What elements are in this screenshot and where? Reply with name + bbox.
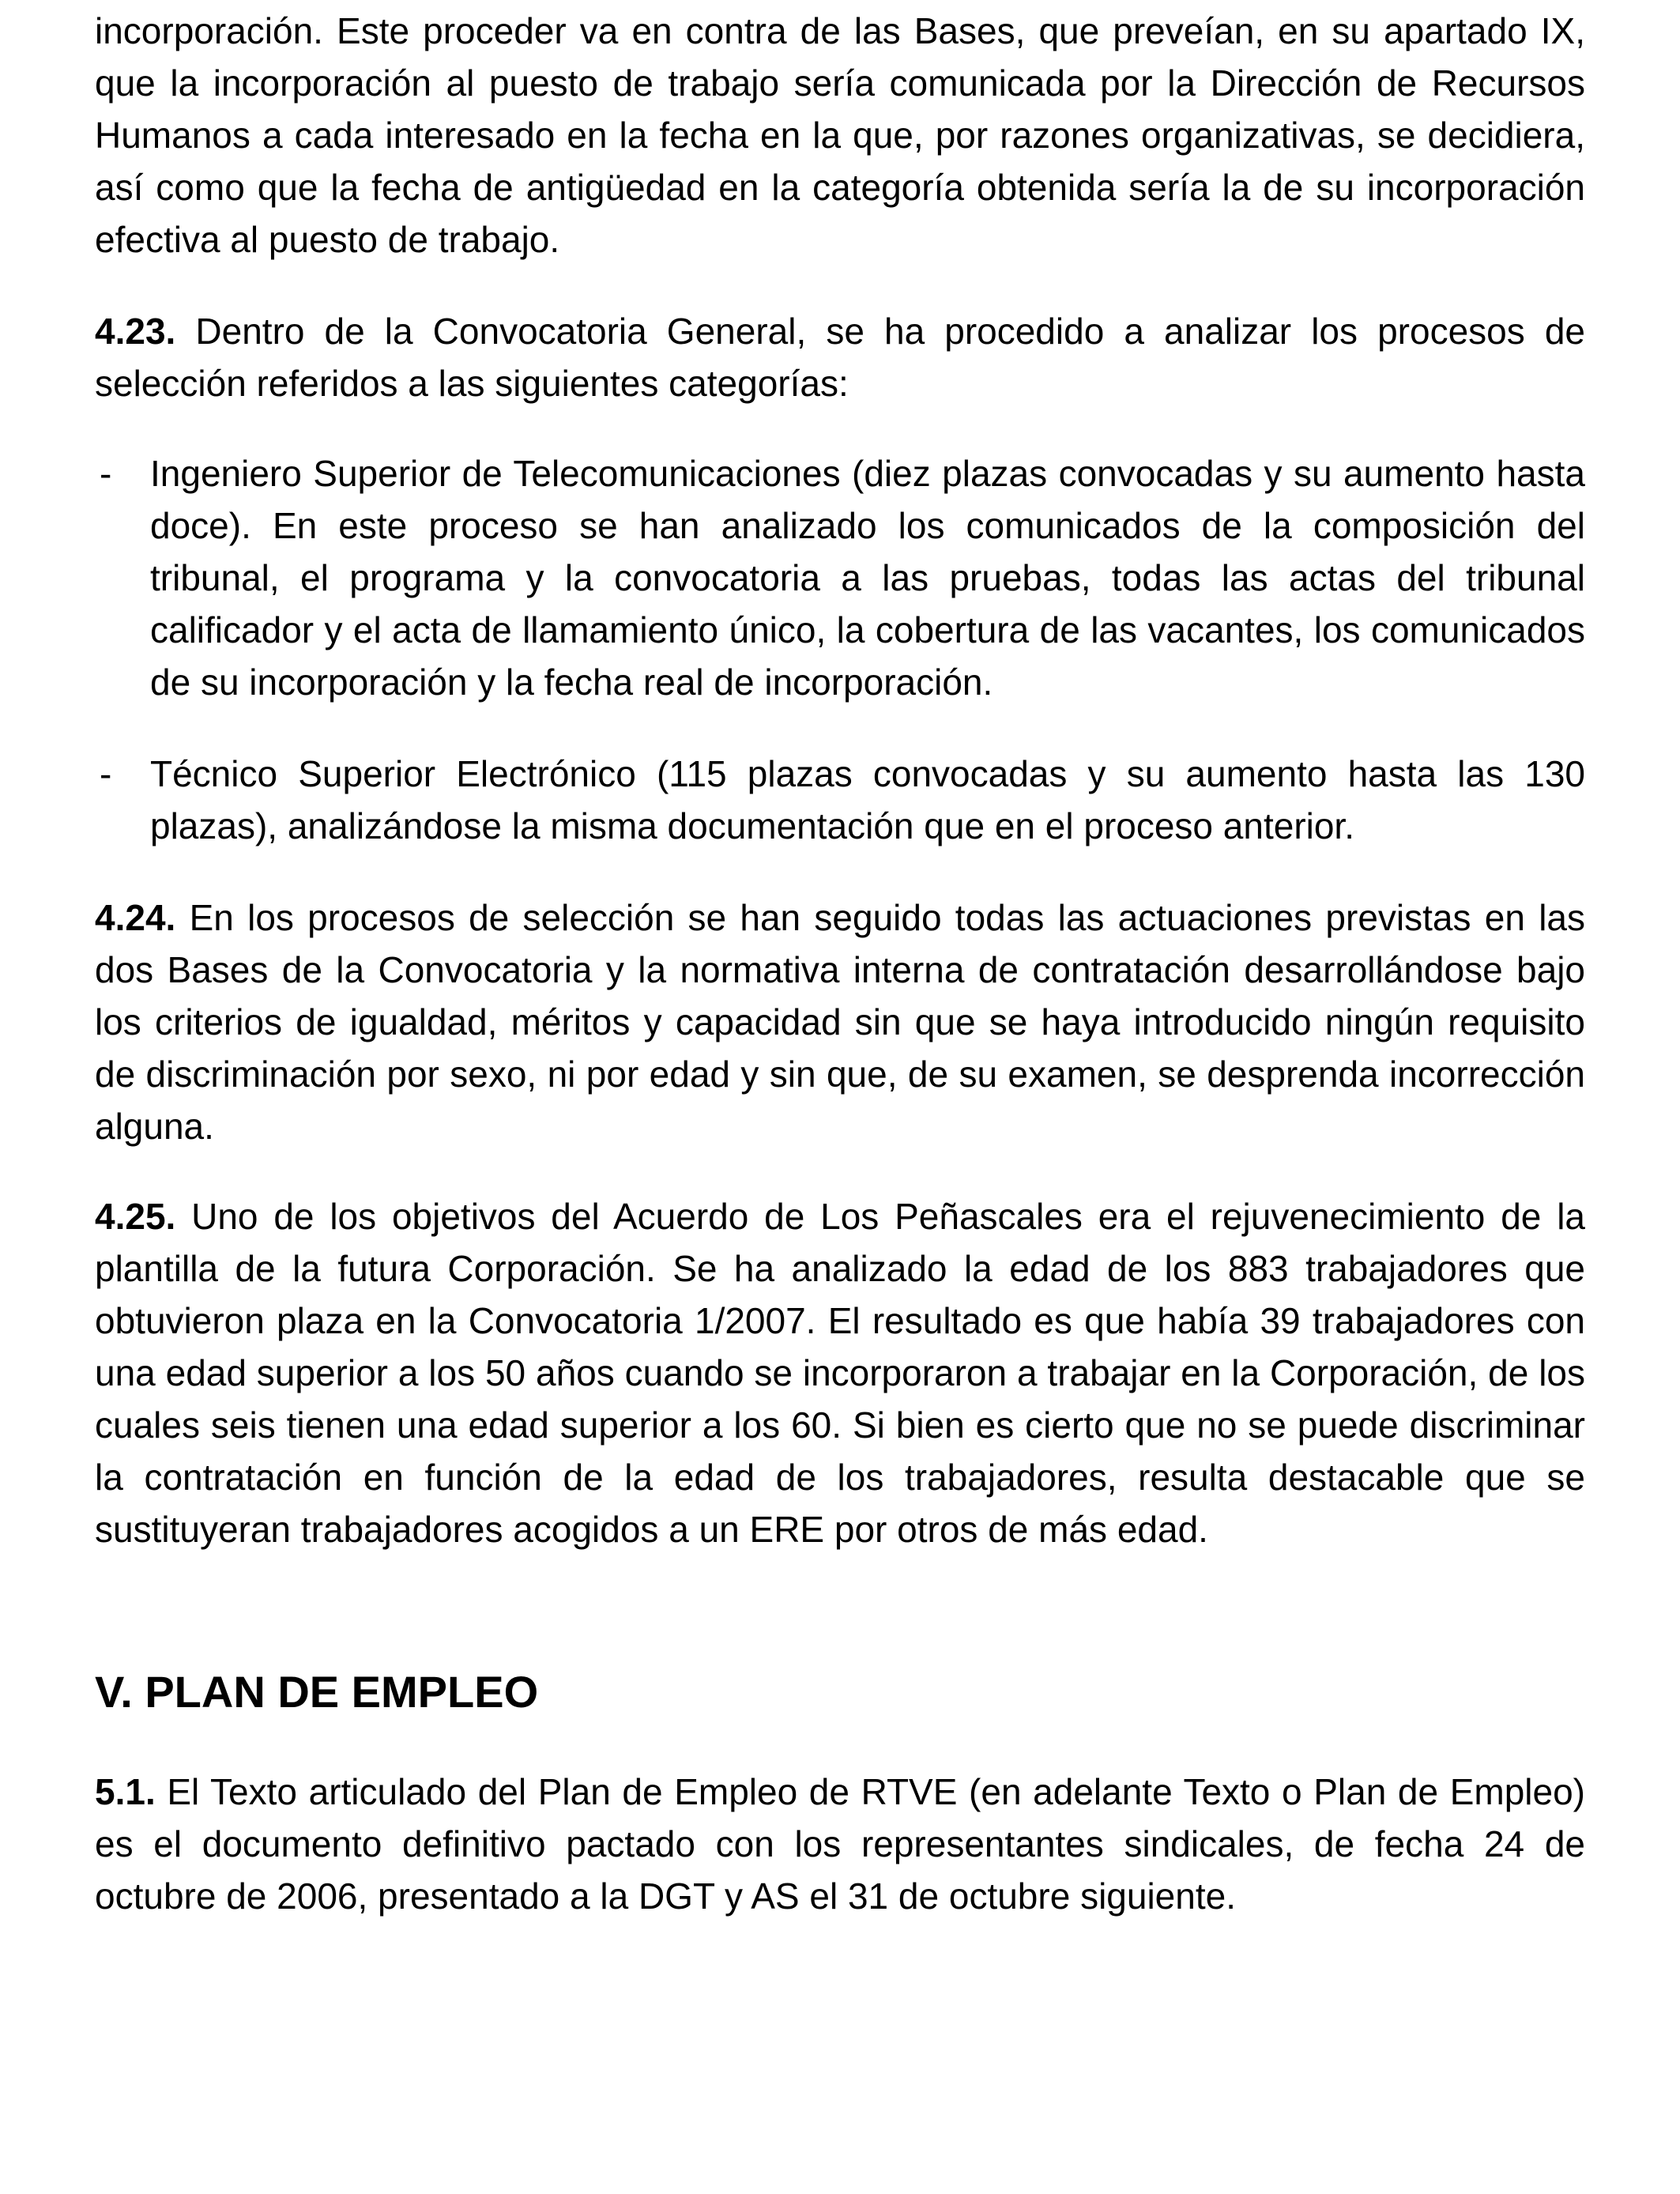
list-bullet: - (100, 453, 112, 494)
list-item (95, 447, 1585, 708)
section-heading: V. PLAN DE EMPLEO (95, 1667, 539, 1717)
paragraph-number: 4.25. (95, 1196, 176, 1237)
paragraph-number: 4.24. (95, 897, 176, 938)
paragraph-number: 4.23. (95, 311, 176, 352)
paragraph-4-24 (95, 892, 1585, 1152)
list-item (95, 748, 1585, 852)
list-bullet: - (100, 753, 112, 794)
paragraph-4-23 (95, 305, 1585, 409)
paragraph-text: Dentro de la Convocatoria General, se ha procedido a analizar los procesos de selección referidos a las siguientes categorías: (95, 311, 1585, 404)
list-item-text: Técnico Superior Electrónico (115 plazas convocadas y su aumento hasta las 130 plazas), analizándose la misma documentación que en el proceso anterior. (150, 753, 1585, 846)
paragraph-number: 5.1. (95, 1771, 156, 1812)
paragraph-4-25 (95, 1190, 1585, 1555)
document-page (95, 5, 1585, 1922)
paragraph-text: Uno de los objetivos del Acuerdo de Los Peñascales era el rejuvenecimiento de la plantilla de la futura Corporación. Se ha analizado la edad de los 883 trabajadores que obtuvieron plaza en la Convocatoria 1/2007. El resultado es que había 39 trabajadores con una edad superior a los 50 años cuando se incorporaron a trabajar en la Corporación, de los cuales seis tienen una edad superior a los 60. Si bien es cierto que no se puede discriminar la contratación en función de la edad de los trabajadores, resulta destacable que se sustituyeran trabajadores acogidos a un ERE por otros de más edad. (95, 1196, 1585, 1550)
paragraph-text: El Texto articulado del Plan de Empleo de RTVE (en adelante Texto o Plan de Empleo) es el documento definitivo pactado con los representantes sindicales, de fecha 24 de octubre de 2006, presentado a la DGT y AS el 31 de octubre siguiente. (95, 1771, 1585, 1917)
paragraph-5-1 (95, 1766, 1585, 1922)
paragraph-text: En los procesos de selección se han seguido todas las actuaciones previstas en las dos Bases de la Convocatoria y la normativa interna de contratación desarrollándose bajo los criterios de igualdad, méritos y capacidad sin que se haya introducido ningún requisito de discriminación por sexo, ni por edad y sin que, de su examen, se desprenda incorrección alguna. (95, 897, 1585, 1147)
intro-paragraph: incorporación. Este proceder va en contra de las Bases, que preveían, en su apartado IX, que la incorporación al puesto de trabajo sería comunicada por la Dirección de Recursos Humanos a cada interesado en la fecha en la que, por razones organizativas, se decidiera, así como que la fecha de antigüedad en la categoría obtenida sería la de su incorporación efectiva al puesto de trabajo. (95, 10, 1585, 260)
list-item-text: Ingeniero Superior de Telecomunicaciones (diez plazas convocadas y su aumento hasta doce). En este proceso se han analizado los comunicados de la composición del tribunal, el programa y la convocatoria a las pruebas, todas las actas del tribunal calificador y el acta de llamamiento único, la cobertura de las vacantes, los comunicados de su incorporación y la fecha real de incorporación. (150, 453, 1585, 703)
categories-list (95, 447, 1585, 852)
